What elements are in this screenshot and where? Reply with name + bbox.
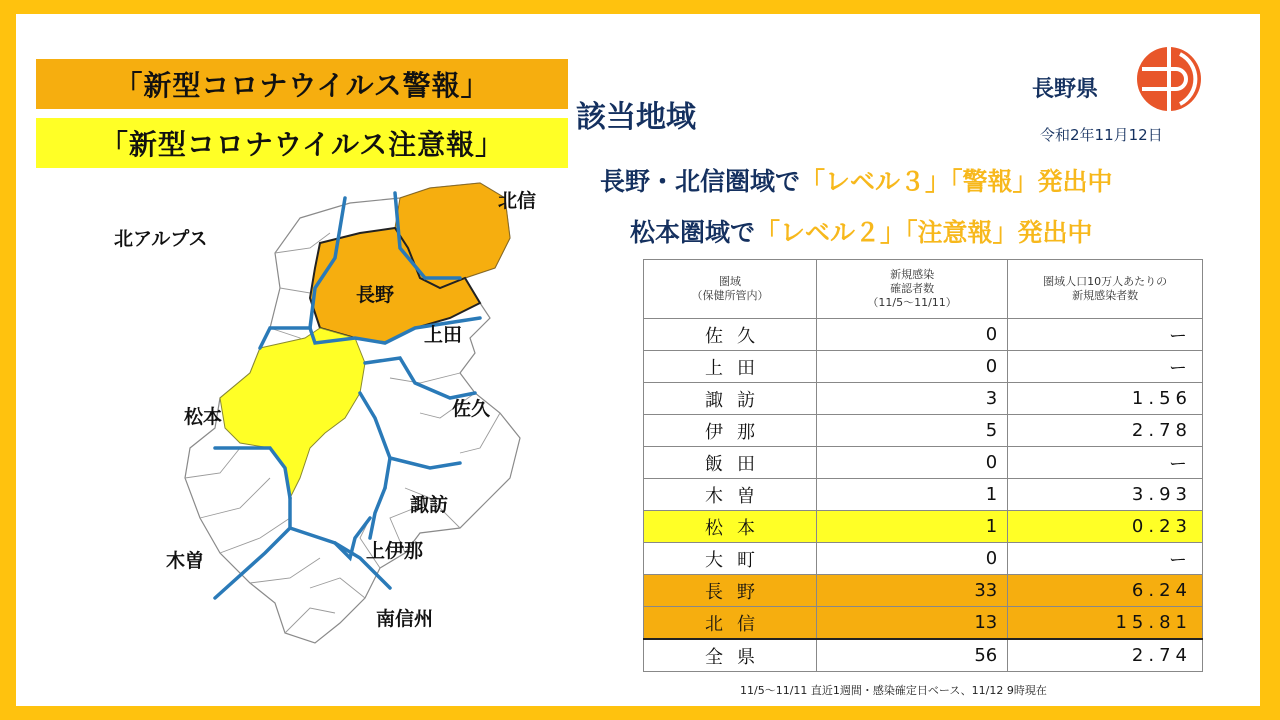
table-row: 諏訪 3 1.56 <box>644 383 1203 415</box>
table-row: 佐久 0 ー <box>644 319 1203 351</box>
map-label-nagano: 長野 <box>356 284 395 306</box>
map-label-minamishinshu: 南信州 <box>376 608 434 630</box>
table-row: 伊那 5 2.78 <box>644 415 1203 447</box>
case-count-table <box>643 259 1203 672</box>
header-new-cases: 新規感染 確認者数 （11/5〜11/11） <box>816 260 1007 319</box>
table-footnote: 11/5〜11/11 直近1週間・感染確定日ベース、11/12 9時現在 <box>740 684 1047 697</box>
announcement-date: 令和2年11月12日 <box>1040 126 1163 144</box>
table-row-total: 全県 56 2.74 <box>644 639 1203 672</box>
table-row-warning: 長野 33 6.24 <box>644 575 1203 607</box>
map-label-saku: 佐久 <box>452 398 491 420</box>
status-region-nagano: 長野・北信圏域で <box>600 167 801 196</box>
table-header-row <box>644 260 1203 319</box>
header-rate-per-100k: 圏域人口10万人あたりの 新規感染者数 <box>1008 260 1203 319</box>
prefecture-name: 長野県 <box>1032 77 1099 102</box>
status-line-level2 <box>630 213 1093 249</box>
status-region-matsumoto: 松本圏域で <box>630 218 756 247</box>
status-line-level3 <box>600 162 1113 198</box>
table-row-caution: 松本 1 0.23 <box>644 511 1203 543</box>
header-area: 圏域 （保健所管内） <box>644 260 817 319</box>
map-label-suwa: 諏訪 <box>410 494 449 516</box>
table-row: 上田 0 ー <box>644 351 1203 383</box>
map-label-kita-alps: 北アルプス <box>114 228 208 250</box>
map-label-kamiina: 上伊那 <box>366 540 424 562</box>
table-row: 大町 0 ー <box>644 543 1203 575</box>
table-row: 木曽 1 3.93 <box>644 479 1203 511</box>
status-level2-caution: 「レベル２」「注意報」発出中 <box>755 218 1093 247</box>
table-row-warning: 北信 13 15.81 <box>644 607 1203 640</box>
applicable-area-title: 該当地域 <box>576 100 696 135</box>
map-label-hokushin: 北信 <box>498 190 537 212</box>
map-label-ueda: 上田 <box>424 324 463 346</box>
status-level3-warning: 「レベル３」「警報」発出中 <box>800 167 1113 196</box>
map-label-matsumoto: 松本 <box>184 406 223 428</box>
prefecture-logo <box>1136 46 1202 112</box>
table-row: 飯田 0 ー <box>644 447 1203 479</box>
warning-banner: 「新型コロナウイルス警報」 <box>36 59 568 109</box>
map-label-kiso: 木曽 <box>166 550 205 572</box>
caution-banner: 「新型コロナウイルス注意報」 <box>36 118 568 168</box>
